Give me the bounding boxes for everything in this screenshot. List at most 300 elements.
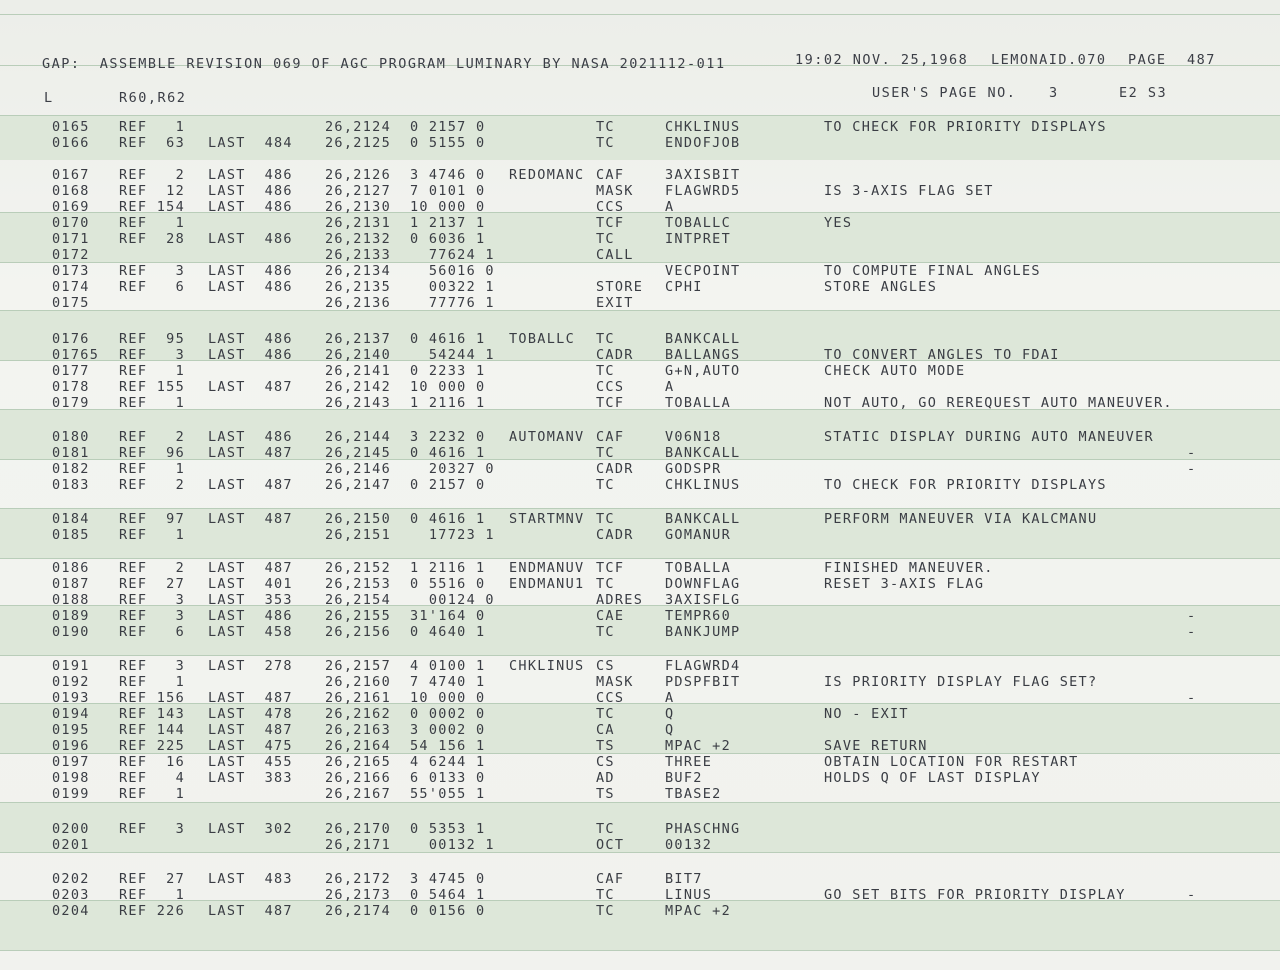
cell-ref: REF 154 bbox=[119, 199, 185, 215]
cell-op: CAF bbox=[596, 429, 625, 445]
cell-word: 56016 0 bbox=[410, 263, 495, 279]
cell-op: CADR bbox=[596, 461, 634, 477]
cell-op: CCS bbox=[596, 199, 625, 215]
cell-operand: FLAGWRD5 bbox=[665, 183, 741, 199]
cell-ref: REF 1 bbox=[119, 527, 185, 543]
cell-comment: GO SET BITS FOR PRIORITY DISPLAY bbox=[824, 887, 1126, 903]
cell-last: LAST 483 bbox=[208, 871, 293, 887]
cell-operand: GODSPR bbox=[665, 461, 722, 477]
cell-dash: - bbox=[1187, 624, 1197, 640]
cell-operand: BUF2 bbox=[665, 770, 703, 786]
cell-addr: 26,2167 bbox=[325, 786, 391, 802]
cell-comment: IS 3-AXIS FLAG SET bbox=[824, 183, 994, 199]
cell-seq: 0196 bbox=[52, 738, 90, 754]
cell-word: 0 5516 0 bbox=[410, 576, 486, 592]
cell-addr: 26,2134 bbox=[325, 263, 391, 279]
ruled-line bbox=[0, 14, 1280, 15]
cell-ref: REF 1 bbox=[119, 786, 185, 802]
cell-op: TC bbox=[596, 363, 615, 379]
cell-ref: REF 2 bbox=[119, 560, 185, 576]
cell-last: LAST 486 bbox=[208, 608, 293, 624]
cell-addr: 26,2135 bbox=[325, 279, 391, 295]
page-number: 487 bbox=[1187, 52, 1216, 68]
cell-word: 0 0002 0 bbox=[410, 706, 486, 722]
cell-addr: 26,2165 bbox=[325, 754, 391, 770]
cell-seq: 0171 bbox=[52, 231, 90, 247]
cell-comment: TO COMPUTE FINAL ANGLES bbox=[824, 263, 1041, 279]
cell-word: 00322 1 bbox=[410, 279, 495, 295]
listing-row bbox=[0, 379, 1280, 395]
cell-addr: 26,2152 bbox=[325, 560, 391, 576]
cell-word: 55'055 1 bbox=[410, 786, 486, 802]
cell-operand: BANKCALL bbox=[665, 511, 741, 527]
cell-word: 3 0002 0 bbox=[410, 722, 486, 738]
cell-op: TC bbox=[596, 119, 615, 135]
cell-addr: 26,2172 bbox=[325, 871, 391, 887]
cell-addr: 26,2144 bbox=[325, 429, 391, 445]
listing-row bbox=[0, 363, 1280, 379]
cell-seq: 0191 bbox=[52, 658, 90, 674]
cell-comment: SAVE RETURN bbox=[824, 738, 928, 754]
listing-row bbox=[0, 770, 1280, 786]
cell-operand: 3AXISFLG bbox=[665, 592, 741, 608]
listing-file: LEMONAID.070 bbox=[991, 52, 1107, 68]
listing-row bbox=[0, 511, 1280, 527]
cell-seq: 0165 bbox=[52, 119, 90, 135]
listing-row bbox=[0, 347, 1280, 363]
cell-seq: 0180 bbox=[52, 429, 90, 445]
cell-op: TC bbox=[596, 477, 615, 493]
listing-row bbox=[0, 429, 1280, 445]
cell-ref: REF 27 bbox=[119, 871, 185, 887]
cell-seq: 0170 bbox=[52, 215, 90, 231]
cell-seq: 0188 bbox=[52, 592, 90, 608]
cell-word: 1 2116 1 bbox=[410, 395, 486, 411]
cell-operand: MPAC +2 bbox=[665, 903, 731, 919]
cell-last: LAST 487 bbox=[208, 722, 293, 738]
cell-addr: 26,2146 bbox=[325, 461, 391, 477]
cell-ref: REF 1 bbox=[119, 119, 185, 135]
listing-timestamp: 19:02 NOV. 25,1968 bbox=[795, 52, 969, 68]
listing-row bbox=[0, 263, 1280, 279]
cell-ref: REF 95 bbox=[119, 331, 185, 347]
cell-ref: REF 3 bbox=[119, 592, 185, 608]
cell-ref: REF 1 bbox=[119, 461, 185, 477]
cell-seq: 0169 bbox=[52, 199, 90, 215]
cell-seq: 0167 bbox=[52, 167, 90, 183]
cell-operand: TBASE2 bbox=[665, 786, 722, 802]
cell-op: CCS bbox=[596, 690, 625, 706]
cell-seq: 0194 bbox=[52, 706, 90, 722]
cell-operand: G+N,AUTO bbox=[665, 363, 741, 379]
cell-operand: CHKLINUS bbox=[665, 119, 741, 135]
cell-last: LAST 486 bbox=[208, 167, 293, 183]
cell-last: LAST 486 bbox=[208, 183, 293, 199]
cell-addr: 26,2140 bbox=[325, 347, 391, 363]
cell-label: REDOMANC bbox=[509, 167, 585, 183]
cell-seq: 0179 bbox=[52, 395, 90, 411]
cell-seq: 0177 bbox=[52, 363, 90, 379]
cell-operand: BANKCALL bbox=[665, 331, 741, 347]
cell-label: CHKLINUS bbox=[509, 658, 585, 674]
cell-operand: GOMANUR bbox=[665, 527, 731, 543]
cell-op: TC bbox=[596, 903, 615, 919]
cell-op: TC bbox=[596, 511, 615, 527]
cell-operand: TOBALLC bbox=[665, 215, 731, 231]
cell-operand: TOBALLA bbox=[665, 395, 731, 411]
cell-word: 00132 1 bbox=[410, 837, 495, 853]
cell-addr: 26,2157 bbox=[325, 658, 391, 674]
listing-row bbox=[0, 199, 1280, 215]
section-left: L bbox=[44, 90, 54, 106]
listing-row bbox=[0, 903, 1280, 919]
listing-row bbox=[0, 279, 1280, 295]
cell-addr: 26,2136 bbox=[325, 295, 391, 311]
listing-row bbox=[0, 461, 1280, 477]
cell-comment: OBTAIN LOCATION FOR RESTART bbox=[824, 754, 1079, 770]
cell-ref: REF 1 bbox=[119, 674, 185, 690]
cell-word: 10 000 0 bbox=[410, 199, 486, 215]
cell-seq: 0172 bbox=[52, 247, 90, 263]
cell-last: LAST 487 bbox=[208, 477, 293, 493]
cell-operand: 00132 bbox=[665, 837, 713, 853]
cell-word: 0 4616 1 bbox=[410, 331, 486, 347]
cell-word: 4 0100 1 bbox=[410, 658, 486, 674]
cell-last: LAST 478 bbox=[208, 706, 293, 722]
cell-op: TC bbox=[596, 821, 615, 837]
cell-seq: 0183 bbox=[52, 477, 90, 493]
users-page-number: 3 bbox=[1049, 85, 1059, 101]
cell-operand: CPHI bbox=[665, 279, 703, 295]
listing-row bbox=[0, 231, 1280, 247]
cell-label: TOBALLC bbox=[509, 331, 575, 347]
cell-word: 17723 1 bbox=[410, 527, 495, 543]
cell-label: ENDMANUV bbox=[509, 560, 585, 576]
cell-addr: 26,2173 bbox=[325, 887, 391, 903]
cell-last: LAST 486 bbox=[208, 279, 293, 295]
cell-addr: 26,2156 bbox=[325, 624, 391, 640]
cell-ref: REF 6 bbox=[119, 279, 185, 295]
cell-op: CS bbox=[596, 658, 615, 674]
cell-op: TC bbox=[596, 231, 615, 247]
listing-row bbox=[0, 135, 1280, 151]
cell-op: CALL bbox=[596, 247, 634, 263]
cell-seq: 0190 bbox=[52, 624, 90, 640]
cell-ref: REF 3 bbox=[119, 347, 185, 363]
cell-op: TC bbox=[596, 887, 615, 903]
cell-word: 6 0133 0 bbox=[410, 770, 486, 786]
cell-op: OCT bbox=[596, 837, 625, 853]
cell-op: CS bbox=[596, 754, 615, 770]
cell-addr: 26,2153 bbox=[325, 576, 391, 592]
cell-word: 0 0156 0 bbox=[410, 903, 486, 919]
cell-ref: REF 1 bbox=[119, 887, 185, 903]
cell-dash: - bbox=[1187, 887, 1197, 903]
cell-word: 4 6244 1 bbox=[410, 754, 486, 770]
cell-operand: THREE bbox=[665, 754, 713, 770]
ruled-line bbox=[0, 655, 1280, 656]
cell-dash: - bbox=[1187, 461, 1197, 477]
cell-last: LAST 487 bbox=[208, 511, 293, 527]
cell-addr: 26,2160 bbox=[325, 674, 391, 690]
cell-word: 31'164 0 bbox=[410, 608, 486, 624]
cell-addr: 26,2150 bbox=[325, 511, 391, 527]
cell-seq: 0185 bbox=[52, 527, 90, 543]
cell-seq: 0201 bbox=[52, 837, 90, 853]
cell-word: 0 4616 1 bbox=[410, 445, 486, 461]
cell-op: AD bbox=[596, 770, 615, 786]
listing-row bbox=[0, 658, 1280, 674]
cell-ref: REF 4 bbox=[119, 770, 185, 786]
cell-ref: REF 3 bbox=[119, 263, 185, 279]
cell-word: 0 5353 1 bbox=[410, 821, 486, 837]
cell-operand: Q bbox=[665, 706, 675, 722]
listing-row bbox=[0, 395, 1280, 411]
cell-last: LAST 486 bbox=[208, 263, 293, 279]
cell-addr: 26,2174 bbox=[325, 903, 391, 919]
cell-addr: 26,2155 bbox=[325, 608, 391, 624]
cell-seq: 0184 bbox=[52, 511, 90, 527]
cell-word: 1 2116 1 bbox=[410, 560, 486, 576]
cell-operand: PDSPFBIT bbox=[665, 674, 741, 690]
cell-ref: REF 226 bbox=[119, 903, 185, 919]
listing-row bbox=[0, 738, 1280, 754]
cell-op: CA bbox=[596, 722, 615, 738]
cell-word: 0 5155 0 bbox=[410, 135, 486, 151]
cell-ref: REF 144 bbox=[119, 722, 185, 738]
cell-last: LAST 302 bbox=[208, 821, 293, 837]
page-label: PAGE bbox=[1128, 52, 1167, 68]
cell-seq: 01765 bbox=[52, 347, 100, 363]
cell-addr: 26,2161 bbox=[325, 690, 391, 706]
cell-seq: 0199 bbox=[52, 786, 90, 802]
cell-ref: REF 3 bbox=[119, 608, 185, 624]
cell-comment: FINISHED MANEUVER. bbox=[824, 560, 994, 576]
listing-row bbox=[0, 608, 1280, 624]
cell-op: TCF bbox=[596, 395, 625, 411]
cell-ref: REF 2 bbox=[119, 429, 185, 445]
cell-operand: CHKLINUS bbox=[665, 477, 741, 493]
ruled-line bbox=[0, 115, 1280, 116]
cell-ref: REF 27 bbox=[119, 576, 185, 592]
cell-operand: V06N18 bbox=[665, 429, 722, 445]
cell-op: TCF bbox=[596, 560, 625, 576]
cell-label: ENDMANU1 bbox=[509, 576, 585, 592]
cell-ref: REF 12 bbox=[119, 183, 185, 199]
cell-seq: 0182 bbox=[52, 461, 90, 477]
cell-operand: INTPRET bbox=[665, 231, 731, 247]
cell-op: CADR bbox=[596, 527, 634, 543]
cell-last: LAST 278 bbox=[208, 658, 293, 674]
cell-seq: 0192 bbox=[52, 674, 90, 690]
cell-comment: STATIC DISPLAY DURING AUTO MANEUVER bbox=[824, 429, 1154, 445]
cell-word: 10 000 0 bbox=[410, 379, 486, 395]
cell-comment: NOT AUTO, GO REREQUEST AUTO MANEUVER. bbox=[824, 395, 1173, 411]
listing-row bbox=[0, 215, 1280, 231]
cell-op: ADRES bbox=[596, 592, 644, 608]
cell-op: TC bbox=[596, 706, 615, 722]
cell-op: CAE bbox=[596, 608, 625, 624]
listing-row bbox=[0, 887, 1280, 903]
cell-addr: 26,2127 bbox=[325, 183, 391, 199]
cell-ref: REF 225 bbox=[119, 738, 185, 754]
ruled-line bbox=[0, 558, 1280, 559]
cell-ref: REF 6 bbox=[119, 624, 185, 640]
cell-label: STARTMNV bbox=[509, 511, 585, 527]
cell-addr: 26,2164 bbox=[325, 738, 391, 754]
cell-word: 0 2157 0 bbox=[410, 119, 486, 135]
listing-row bbox=[0, 167, 1280, 183]
cell-last: LAST 484 bbox=[208, 135, 293, 151]
cell-ref: REF 1 bbox=[119, 363, 185, 379]
cell-operand: A bbox=[665, 690, 675, 706]
cell-ref: REF 143 bbox=[119, 706, 185, 722]
users-page-label: USER'S PAGE NO. bbox=[872, 85, 1017, 101]
cell-word: 7 0101 0 bbox=[410, 183, 486, 199]
cell-seq: 0193 bbox=[52, 690, 90, 706]
cell-comment: TO CONVERT ANGLES TO FDAI bbox=[824, 347, 1060, 363]
cell-word: 77776 1 bbox=[410, 295, 495, 311]
cell-word: 3 4746 0 bbox=[410, 167, 486, 183]
cell-last: LAST 487 bbox=[208, 903, 293, 919]
cell-last: LAST 458 bbox=[208, 624, 293, 640]
cell-operand: A bbox=[665, 199, 675, 215]
cell-seq: 0174 bbox=[52, 279, 90, 295]
cell-word: 10 000 0 bbox=[410, 690, 486, 706]
cell-word: 3 2232 0 bbox=[410, 429, 486, 445]
cell-op: EXIT bbox=[596, 295, 634, 311]
cell-addr: 26,2133 bbox=[325, 247, 391, 263]
listing-row bbox=[0, 445, 1280, 461]
cell-operand: BANKCALL bbox=[665, 445, 741, 461]
cell-word: 3 4745 0 bbox=[410, 871, 486, 887]
cell-comment: CHECK AUTO MODE bbox=[824, 363, 966, 379]
cell-addr: 26,2126 bbox=[325, 167, 391, 183]
cell-word: 1 2137 1 bbox=[410, 215, 486, 231]
cell-op: TC bbox=[596, 331, 615, 347]
cell-seq: 0197 bbox=[52, 754, 90, 770]
cell-ref: REF 2 bbox=[119, 167, 185, 183]
cell-word: 0 2157 0 bbox=[410, 477, 486, 493]
cell-last: LAST 487 bbox=[208, 445, 293, 461]
listing-row bbox=[0, 331, 1280, 347]
cell-word: 77624 1 bbox=[410, 247, 495, 263]
cell-seq: 0187 bbox=[52, 576, 90, 592]
cell-seq: 0176 bbox=[52, 331, 90, 347]
cell-op: CCS bbox=[596, 379, 625, 395]
cell-comment: IS PRIORITY DISPLAY FLAG SET? bbox=[824, 674, 1098, 690]
cell-operand: DOWNFLAG bbox=[665, 576, 741, 592]
cell-op: TS bbox=[596, 738, 615, 754]
cell-addr: 26,2171 bbox=[325, 837, 391, 853]
listing-row bbox=[0, 722, 1280, 738]
cell-last: LAST 486 bbox=[208, 429, 293, 445]
section-code: E2 S3 bbox=[1119, 85, 1168, 101]
cell-addr: 26,2124 bbox=[325, 119, 391, 135]
cell-op: CAF bbox=[596, 871, 625, 887]
cell-operand: BANKJUMP bbox=[665, 624, 741, 640]
cell-seq: 0178 bbox=[52, 379, 90, 395]
listing-row bbox=[0, 183, 1280, 199]
listing-row bbox=[0, 576, 1280, 592]
cell-operand: LINUS bbox=[665, 887, 713, 903]
cell-op: TC bbox=[596, 576, 615, 592]
cell-comment: STORE ANGLES bbox=[824, 279, 938, 295]
cell-label: AUTOMANV bbox=[509, 429, 585, 445]
cell-operand: MPAC +2 bbox=[665, 738, 731, 754]
cell-comment: TO CHECK FOR PRIORITY DISPLAYS bbox=[824, 119, 1107, 135]
cell-comment: PERFORM MANEUVER VIA KALCMANU bbox=[824, 511, 1098, 527]
cell-seq: 0186 bbox=[52, 560, 90, 576]
cell-operand: PHASCHNG bbox=[665, 821, 741, 837]
cell-op: STORE bbox=[596, 279, 644, 295]
cell-op: TCF bbox=[596, 215, 625, 231]
cell-last: LAST 455 bbox=[208, 754, 293, 770]
cell-operand: BALLANGS bbox=[665, 347, 741, 363]
cell-seq: 0168 bbox=[52, 183, 90, 199]
cell-op: MASK bbox=[596, 674, 634, 690]
cell-comment: RESET 3-AXIS FLAG bbox=[824, 576, 985, 592]
cell-ref: REF 1 bbox=[119, 215, 185, 231]
cell-ref: REF 63 bbox=[119, 135, 185, 151]
cell-addr: 26,2130 bbox=[325, 199, 391, 215]
cell-comment: HOLDS Q OF LAST DISPLAY bbox=[824, 770, 1041, 786]
cell-word: 54 156 1 bbox=[410, 738, 486, 754]
cell-seq: 0200 bbox=[52, 821, 90, 837]
cell-op: CADR bbox=[596, 347, 634, 363]
cell-addr: 26,2132 bbox=[325, 231, 391, 247]
cell-word: 0 4616 1 bbox=[410, 511, 486, 527]
cell-last: LAST 487 bbox=[208, 690, 293, 706]
listing-row bbox=[0, 690, 1280, 706]
cell-seq: 0175 bbox=[52, 295, 90, 311]
listing-row bbox=[0, 527, 1280, 543]
cell-comment: NO - EXIT bbox=[824, 706, 909, 722]
cell-seq: 0203 bbox=[52, 887, 90, 903]
cell-word: 0 5464 1 bbox=[410, 887, 486, 903]
cell-addr: 26,2170 bbox=[325, 821, 391, 837]
cell-ref: REF 97 bbox=[119, 511, 185, 527]
cell-last: LAST 486 bbox=[208, 199, 293, 215]
cell-seq: 0204 bbox=[52, 903, 90, 919]
cell-ref: REF 16 bbox=[119, 754, 185, 770]
cell-dash: - bbox=[1187, 690, 1197, 706]
cell-operand: Q bbox=[665, 722, 675, 738]
cell-comment: YES bbox=[824, 215, 853, 231]
cell-operand: TOBALLA bbox=[665, 560, 731, 576]
cell-addr: 26,2163 bbox=[325, 722, 391, 738]
cell-ref: REF 1 bbox=[119, 395, 185, 411]
listing-row bbox=[0, 837, 1280, 853]
listing-row bbox=[0, 674, 1280, 690]
cell-addr: 26,2154 bbox=[325, 592, 391, 608]
listing-row bbox=[0, 247, 1280, 263]
cell-last: LAST 486 bbox=[208, 331, 293, 347]
listing-row bbox=[0, 295, 1280, 311]
cell-op: TC bbox=[596, 624, 615, 640]
cell-ref: REF 2 bbox=[119, 477, 185, 493]
cell-seq: 0202 bbox=[52, 871, 90, 887]
listing-title: GAP: ASSEMBLE REVISION 069 OF AGC PROGRAM LUMINARY BY NASA 2021112-011 bbox=[42, 56, 726, 72]
cell-comment: TO CHECK FOR PRIORITY DISPLAYS bbox=[824, 477, 1107, 493]
cell-addr: 26,2137 bbox=[325, 331, 391, 347]
listing-row bbox=[0, 871, 1280, 887]
listing-row bbox=[0, 477, 1280, 493]
cell-word: 0 4640 1 bbox=[410, 624, 486, 640]
cell-op: TC bbox=[596, 135, 615, 151]
cell-addr: 26,2147 bbox=[325, 477, 391, 493]
listing-row bbox=[0, 706, 1280, 722]
